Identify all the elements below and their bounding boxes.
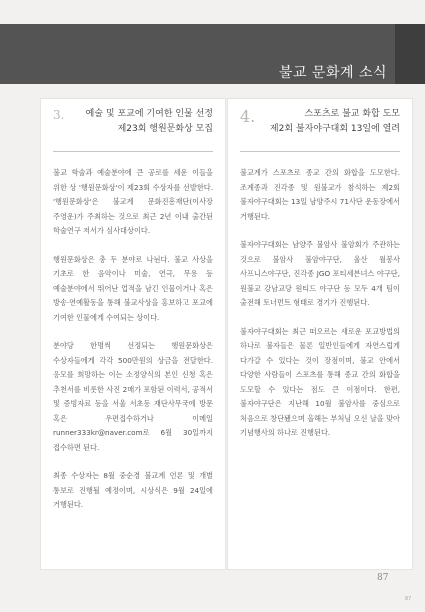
left-article-title xyxy=(86,107,213,137)
right-article xyxy=(227,98,413,570)
left-paragraph: 최종 수상자는 8월 중순경 불교계 언론 및 개별 통보로 진행될 예정이며, 시상식은 9월 24일에 거행된다. xyxy=(53,471,213,509)
left-paragraph: 불교 학술과 예술분야에 큰 공로를 세운 이들을 위한 상 '행원문화상'이 제23회 수상자를 선발한다. '행원문화상'은 불교계 문화진흥재단(이사장 주영운)가 주최하는 것으로 최근 2년 이내 출간된 학술연구 저서가 심사대상이다. xyxy=(53,168,213,235)
left-paragraph: 행원문화상은 총 두 분야로 나뉜다. 불교 사상을 기초로 한 음악이나 미술, 연극, 무용 등 예술분야에서 뛰어난 업적을 남긴 인물이거나 혹은 방송·연예활동을 통해 불교사상을 홍보하고 포교에 기여한 인물에게 수여되는 상이다. xyxy=(53,254,213,322)
right-paragraph: 불자야구대회는 최근 떠오르는 새로운 포교방법의 하나로 불자들은 물론 일반인들에게 자연스럽게 다가갈 수 있다는 것이 장점이며, 불교 안에서 다양한 사람들이 스포츠를 통해 종교 간의 화합을 도모할 수 있다는 점도 큰 이점이다. 한편, 불자야구단은 지난해 10월 불암사를 중심으로 처음으로 창단됐으며 올해는 부처님 오신 날을 맞아 기념행사의 하나로 진행된다. xyxy=(240,326,400,437)
right-paragraph: 불교계가 스포츠로 종교 간의 화합을 도모한다. 조계종과 진각종 및 원불교가 참석하는 제2회 불자야구대회는 13일 남양주시 71사단 운동장에서 거행된다. xyxy=(240,168,400,221)
page-number: 87 xyxy=(377,573,389,583)
left-article-number: 3. xyxy=(53,108,65,122)
page-number-small: 87 xyxy=(405,596,412,602)
right-article-header xyxy=(240,99,400,152)
left-title-line2: 제23회 행원문화상 모집 xyxy=(117,124,213,134)
left-title-line1: 예술 및 포교에 기여한 인물 선정 xyxy=(85,109,213,119)
section-title: 불교 문화계 소식 xyxy=(278,65,387,81)
left-article xyxy=(40,98,226,570)
left-paragraph: 분야당 한명씩 선정되는 행원문화상은 수상자들에게 각각 500만원의 상금을 전달한다. 응모를 희망하는 이는 소정양식의 본인 신청 혹은 추천서를 비롯한 사진 2매가 포함된 이력서, 공적서 및 증빙자료 등을 서울 서초동 재단사무국에 방문 혹은 우편접수하거나 이메일 runner333kr@naver.com로 6월 30일까지 접수하면 된다. xyxy=(53,341,213,452)
right-title-line2: 제2회 불자야구대회 13일에 열려 xyxy=(269,124,400,134)
right-title-line1: 스포츠로 불교 화합 도모 xyxy=(304,109,400,119)
header-accent xyxy=(395,24,425,84)
right-article-number: 4. xyxy=(240,107,256,126)
right-article-title xyxy=(270,107,400,137)
left-article-header xyxy=(53,99,213,152)
right-paragraph: 불자야구대회는 남양주 불암사 불암회가 주관하는 것으로 불암사 불암야구단, 울산 월봉사 사프니스야구단, 진각종 JGO 포티세븐녀스 야구단, 원불교 강남교당 원티드 야구단 등 모두 4개 팀이 출전해 토너먼트 형태로 경기가 진행된다. xyxy=(240,240,400,307)
